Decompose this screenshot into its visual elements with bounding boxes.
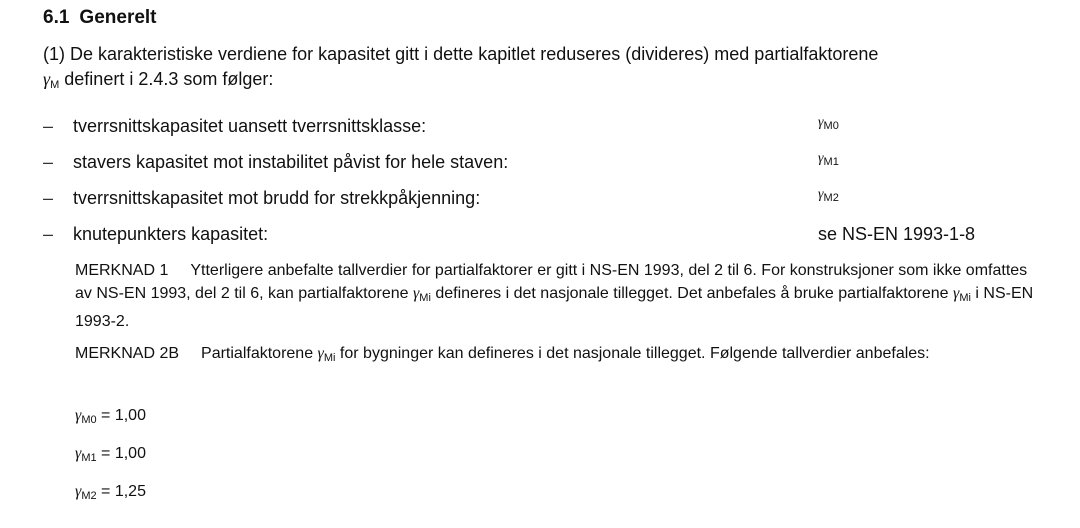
dash-bullet: – — [43, 188, 54, 208]
note-2 — [75, 342, 1035, 370]
note-2-tag: MERKNAD 2B — [75, 345, 180, 362]
list-item-text: tverrsnittskapasitet uansett tverrsnittsklasse: — [73, 116, 427, 136]
section-heading — [43, 7, 157, 29]
note-1-part3: i NS-EN 1993-2. — [75, 285, 1034, 330]
list-item — [43, 186, 1043, 222]
factor-list — [43, 114, 1043, 258]
list-item-reference: se NS-EN 1993-1-8 — [818, 224, 976, 244]
note-1-tag: MERKNAD 1 — [75, 262, 169, 279]
dash-bullet: – — [43, 116, 54, 136]
list-item-symbol: $\gamma_{M0}$ — [818, 115, 839, 132]
list-item — [43, 114, 1043, 150]
gamma-mi-symbol: $\gamma_{Mi}$ — [317, 345, 336, 364]
section-number: 6.1 — [43, 7, 70, 28]
dash-bullet: – — [43, 224, 54, 244]
note-2-part1: Partialfaktorene — [201, 345, 314, 362]
dash-bullet: – — [43, 152, 54, 172]
list-item-text: stavers kapasitet mot instabilitet påvist for hele staven: — [73, 152, 509, 172]
gamma-m-symbol: $\gamma_M$ — [43, 69, 60, 91]
intro-tail: definert i 2.4.3 som følger: — [64, 69, 274, 89]
note-1-part1: Ytterligere anbefalte tallverdier for partialfaktorer er gitt i NS-EN 1993, del 2 til 6. For konstruksjoner som ikke omfattes av NS-EN 1993, del 2 til 6, kan partialfaktorene — [75, 262, 1028, 302]
list-item — [43, 150, 1043, 186]
formula-gamma-m1: $\gamma_{M1} = 1,00$ — [75, 445, 146, 464]
formula-gamma-m0: $\gamma_{M0} = 1,00$ — [75, 407, 146, 426]
formula-gamma-m2: $\gamma_{M2} = 1,25$ — [75, 483, 146, 502]
list-item-symbol: $\gamma_{M2}$ — [818, 187, 839, 204]
gamma-mi-symbol: $\gamma_{Mi}$ — [953, 285, 971, 304]
intro-lead: (1) De karakteristiske verdiene for kapasitet gitt i dette kapitlet reduseres (divideres) med partialfaktorene — [43, 44, 879, 64]
list-item-symbol: $\gamma_{M1}$ — [818, 151, 839, 168]
list-item-text: knutepunkters kapasitet: — [73, 224, 269, 244]
section-title: Generelt — [79, 7, 157, 28]
list-item — [43, 222, 1043, 258]
list-item-text: tverrsnittskapasitet mot brudd for strekkpåkjenning: — [73, 188, 481, 208]
intro-paragraph — [43, 42, 1063, 98]
gamma-mi-symbol: $\gamma_{Mi}$ — [412, 285, 431, 304]
note-1 — [75, 259, 1035, 333]
note-1-part2: defineres i det nasjonale tillegget. Det anbefales å bruke partialfaktorene — [435, 285, 949, 302]
note-2-part2: for bygninger kan defineres i det nasjonale tillegget. Følgende tallverdier anbefales: — [339, 345, 930, 362]
